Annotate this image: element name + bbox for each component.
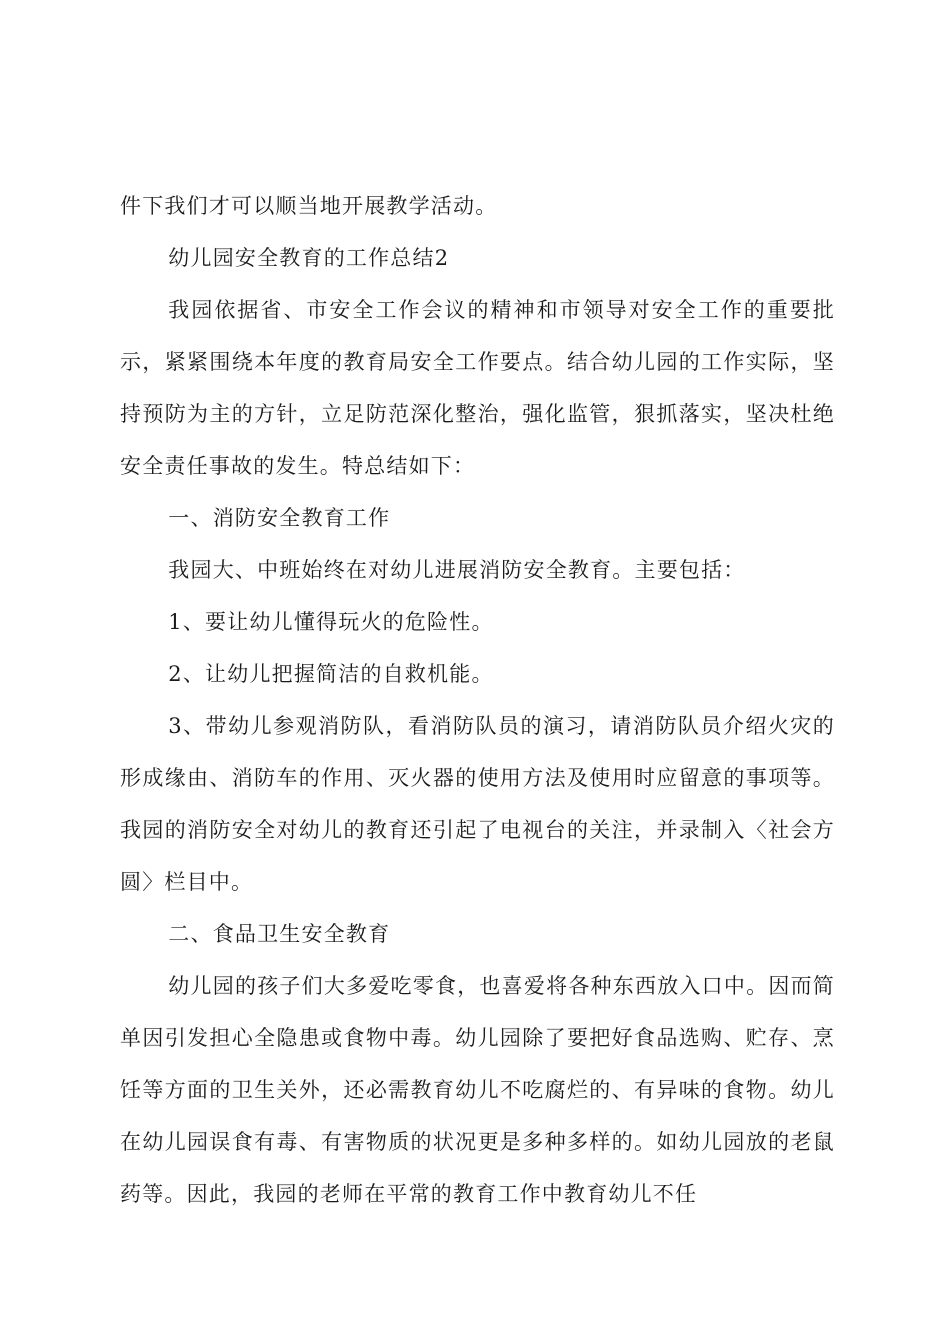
list-item-3: 3、带幼儿参观消防队，看消防队员的演习，请消防队员介绍火灾的形成缘由、消防车的作用、灭火器的使用方法及使用时应留意的事项等。我园的消防安全对幼儿的教育还引起了电视台的关注，并录制入〈社会方圆〉栏目中。 <box>120 714 835 894</box>
fire-safety-paragraph: 我园大、中班始终在对幼儿进展消防安全教育。主要包括： <box>168 558 746 582</box>
section-title: 幼儿园安全教育的工作总结2 <box>168 246 450 270</box>
heading-food-safety: 二、食品卫生安全教育 <box>168 922 391 946</box>
heading-fire-safety: 一、消防安全教育工作 <box>168 506 391 530</box>
document-body <box>120 180 835 1220</box>
food-safety-paragraph: 幼儿园的孩子们大多爱吃零食，也喜爱将各种东西放入口中。因而简单因引发担心全隐患或食物中毒。幼儿园除了要把好食品选购、贮存、烹饪等方面的卫生关外，还必需教育幼儿不吃腐烂的、有异味的食物。幼儿在幼儿园误食有毒、有害物质的状况更是多种多样的。如幼儿园放的老鼠药等。因此，我园的老师在平常的教育工作中教育幼儿不任 <box>120 974 835 1206</box>
continued-paragraph: 件下我们才可以顺当地开展教学活动。 <box>120 194 498 218</box>
list-item-1: 1、要让幼儿懂得玩火的危险性。 <box>168 610 494 634</box>
intro-paragraph: 我园依据省、市安全工作会议的精神和市领导对安全工作的重要批示，紧紧围绕本年度的教育局安全工作要点。结合幼儿园的工作实际，坚持预防为主的方针，立足防范深化整治，强化监管，狠抓落实，坚决杜绝安全责任事故的发生。特总结如下： <box>120 298 835 478</box>
list-item-2: 2、让幼儿把握简洁的自救机能。 <box>168 662 494 686</box>
